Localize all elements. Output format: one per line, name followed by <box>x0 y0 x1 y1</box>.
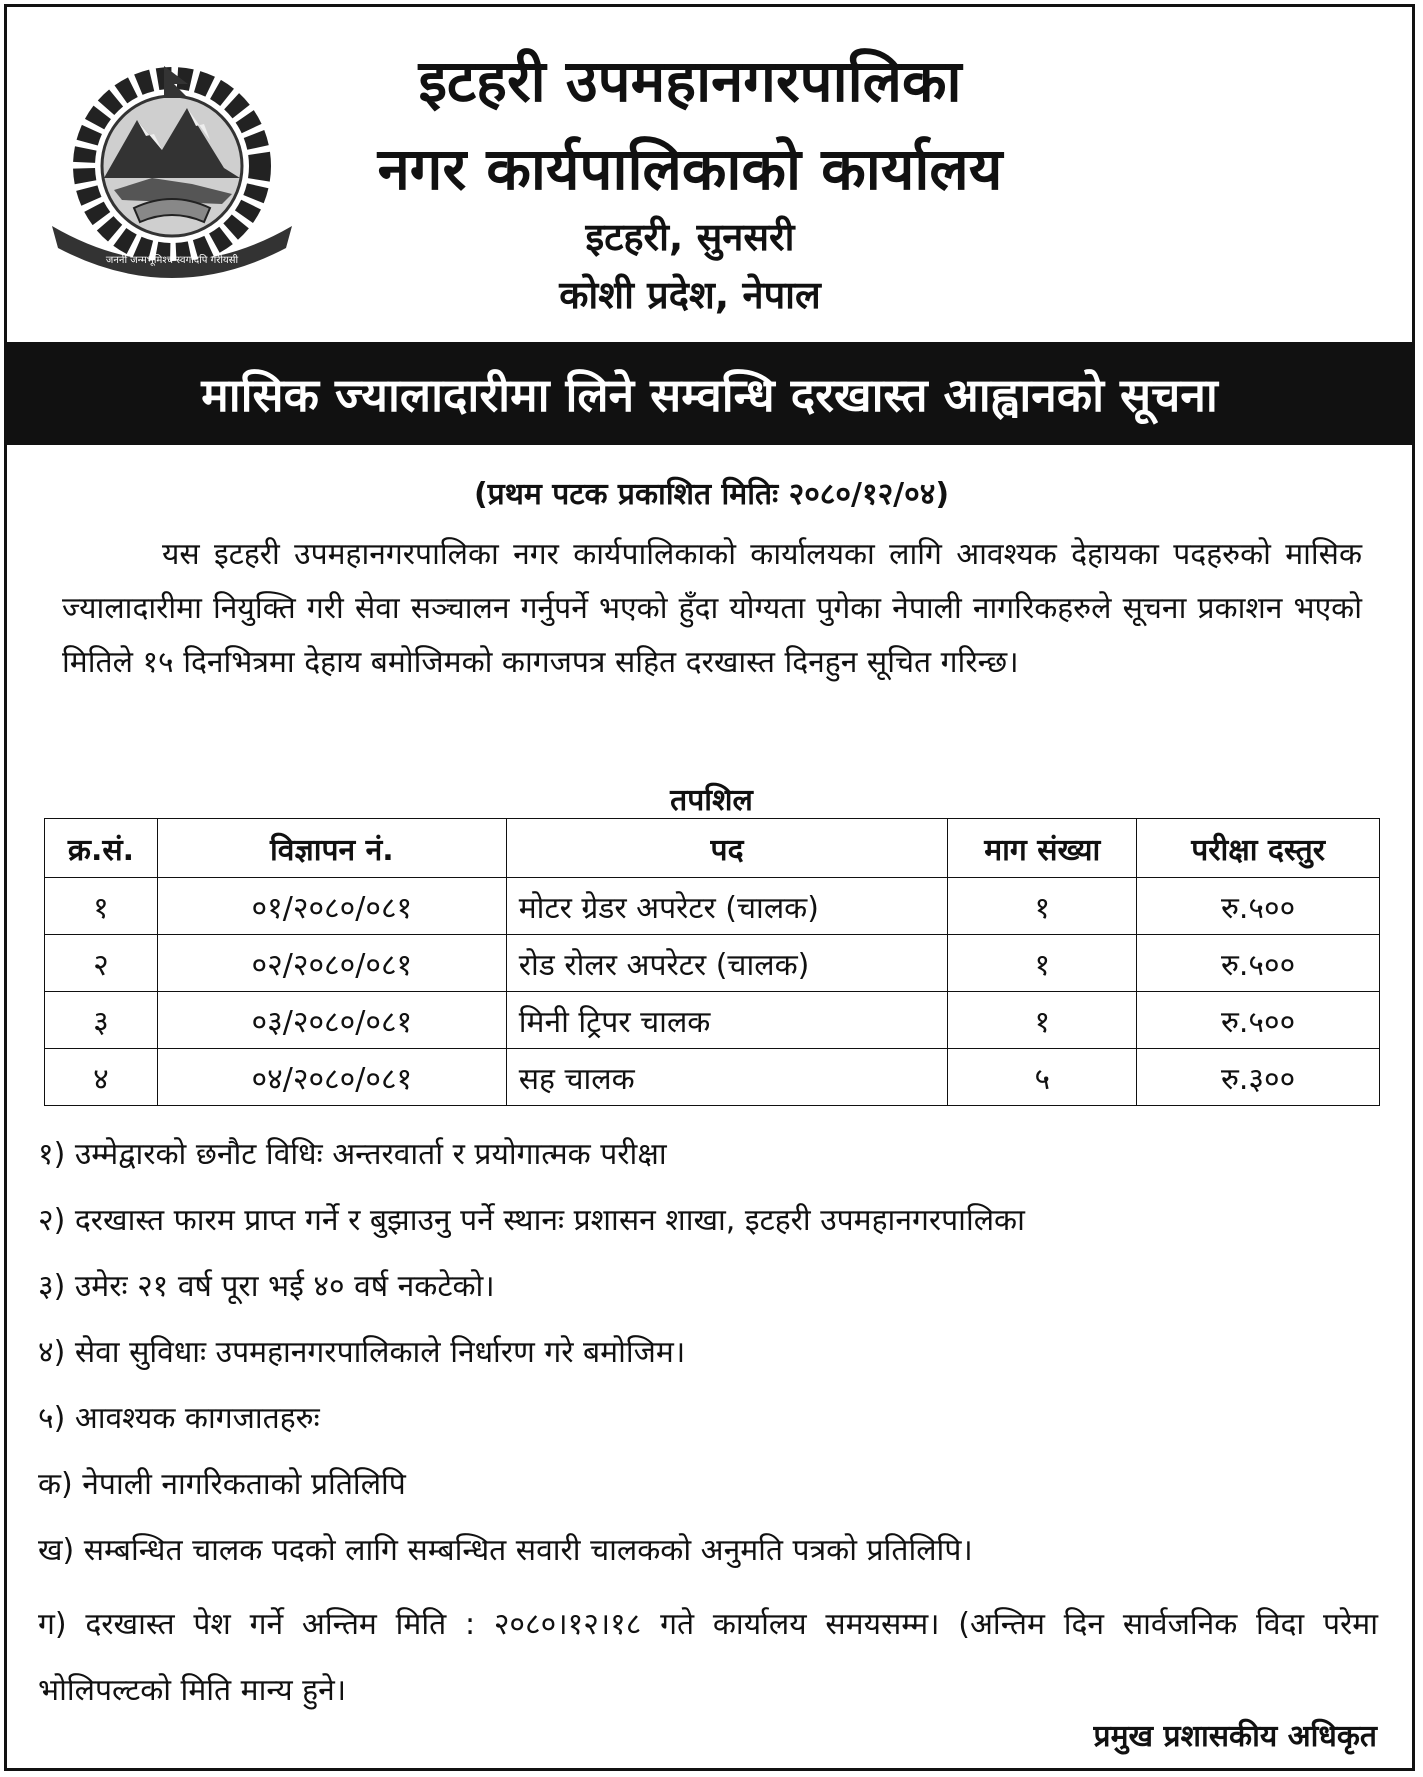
advert-no-cell: ०२/२०८०/०८१ <box>157 935 506 992</box>
note-selection-method: १) उम्मेद्वारको छनौट विधिः अन्तरवार्ता र प्रयोगात्मक परीक्षा <box>38 1137 667 1172</box>
serial-cell: ४ <box>45 1049 158 1106</box>
office-title: इटहरी उपमहानगरपालिका <box>418 47 962 115</box>
table-row <box>45 1049 1380 1106</box>
exam-fee-cell: रु.५०० <box>1137 878 1380 935</box>
exam-fee-cell: रु.३०० <box>1137 1049 1380 1106</box>
note-citizenship-copy: क) नेपाली नागरिकताको प्रतिलिपि <box>38 1467 406 1502</box>
notes-list <box>38 1130 1378 1724</box>
advert-no-cell: ०३/२०८०/०८१ <box>157 992 506 1049</box>
demand-cell: १ <box>948 992 1137 1049</box>
table-header-row <box>45 819 1380 878</box>
col-advert-no-header: विज्ञापन नं. <box>157 819 506 878</box>
nepal-government-emblem-icon <box>42 58 302 278</box>
intro-paragraph <box>62 528 1362 690</box>
address-line-2: कोशी प्रदेश, नेपाल <box>559 273 821 317</box>
serial-cell: २ <box>45 935 158 992</box>
demand-cell: १ <box>948 878 1137 935</box>
col-serial-header: क्र.सं. <box>45 819 158 878</box>
address-line-1: इटहरी, सुनसरी <box>585 215 795 259</box>
vacancy-table <box>44 818 1380 1106</box>
post-cell: मिनी ट्रिपर चालक <box>506 992 948 1049</box>
notice-title: मासिक ज्यालादारीमा लिने सम्वन्धि दरखास्त आह्वानको सूचना <box>201 367 1218 422</box>
post-cell: मोटर ग्रेडर अपरेटर (चालक) <box>506 878 948 935</box>
table-label: तपशिल <box>670 783 753 818</box>
demand-cell: ५ <box>948 1049 1137 1106</box>
col-demand-header: माग संख्या <box>948 819 1137 878</box>
notice-title-banner <box>7 342 1412 445</box>
table-row <box>45 992 1380 1049</box>
exam-fee-cell: रु.५०० <box>1137 992 1380 1049</box>
table-row <box>45 878 1380 935</box>
serial-cell: ३ <box>45 992 158 1049</box>
note-license-copy: ख) सम्बन्धित चालक पदको लागि सम्बन्धित सवारी चालकको अनुमति पत्रको प्रतिलिपि। <box>38 1533 973 1568</box>
emblem-motto: जननी जन्मभूमिश्च स्वर्गादपि गरीयसी <box>105 255 239 266</box>
post-cell: सह चालक <box>506 1049 948 1106</box>
note-deadline: ग) दरखास्त पेश गर्ने अन्तिम मिति : २०८०।१२।१८ गते कार्यालय समयसम्म। (अन्तिम दिन सार्वजनिक विदा परेमा भोलिपल्टको मिति मान्य हुने। <box>38 1607 1378 1708</box>
demand-cell: १ <box>948 935 1137 992</box>
note-benefits: ४) सेवा सुविधाः उपमहानगरपालिकाले निर्धारण गरे बमोजिम। <box>38 1335 686 1370</box>
advert-no-cell: ०१/२०८०/०८१ <box>157 878 506 935</box>
published-date: (प्रथम पटक प्रकाशित मितिः २०८०/१२/०४) <box>473 477 950 512</box>
col-post-header: पद <box>506 819 948 878</box>
exam-fee-cell: रु.५०० <box>1137 935 1380 992</box>
col-exam-fee-header: परीक्षा दस्तुर <box>1137 819 1380 878</box>
office-subtitle: नगर कार्यपालिकाको कार्यालय <box>377 135 1003 203</box>
note-submission-place: २) दरखास्त फारम प्राप्त गर्ने र बुझाउनु पर्ने स्थानः प्रशासन शाखा, इटहरी उपमहानगरपालिका <box>38 1203 1025 1238</box>
intro-text: यस इटहरी उपमहानगरपालिका नगर कार्यपालिकाको कार्यालयका लागि आवश्यक देहायका पदहरुको मासिक ज्यालादारीमा नियुक्ति गरी सेवा सञ्चालन गर्नुपर्ने भएको हुँदा योग्यता पुगेका नेपाली नागरिकहरुले सूचना प्रकाशन भएको मितिले १५ दिनभित्रमा देहाय बमोजिमको कागजपत्र सहित दरखास्त दिनहुन सूचित गरिन्छ। <box>62 537 1362 680</box>
note-required-documents: ५) आवश्यक कागजातहरुः <box>38 1401 320 1436</box>
table-row <box>45 935 1380 992</box>
post-cell: रोड रोलर अपरेटर (चालक) <box>506 935 948 992</box>
serial-cell: १ <box>45 878 158 935</box>
signature-designation: प्रमुख प्रशासकीय अधिकृत <box>1093 1719 1377 1754</box>
advert-no-cell: ०४/२०८०/०८१ <box>157 1049 506 1106</box>
note-age: ३) उमेरः २१ वर्ष पूरा भई ४० वर्ष नकटेको। <box>38 1269 495 1304</box>
